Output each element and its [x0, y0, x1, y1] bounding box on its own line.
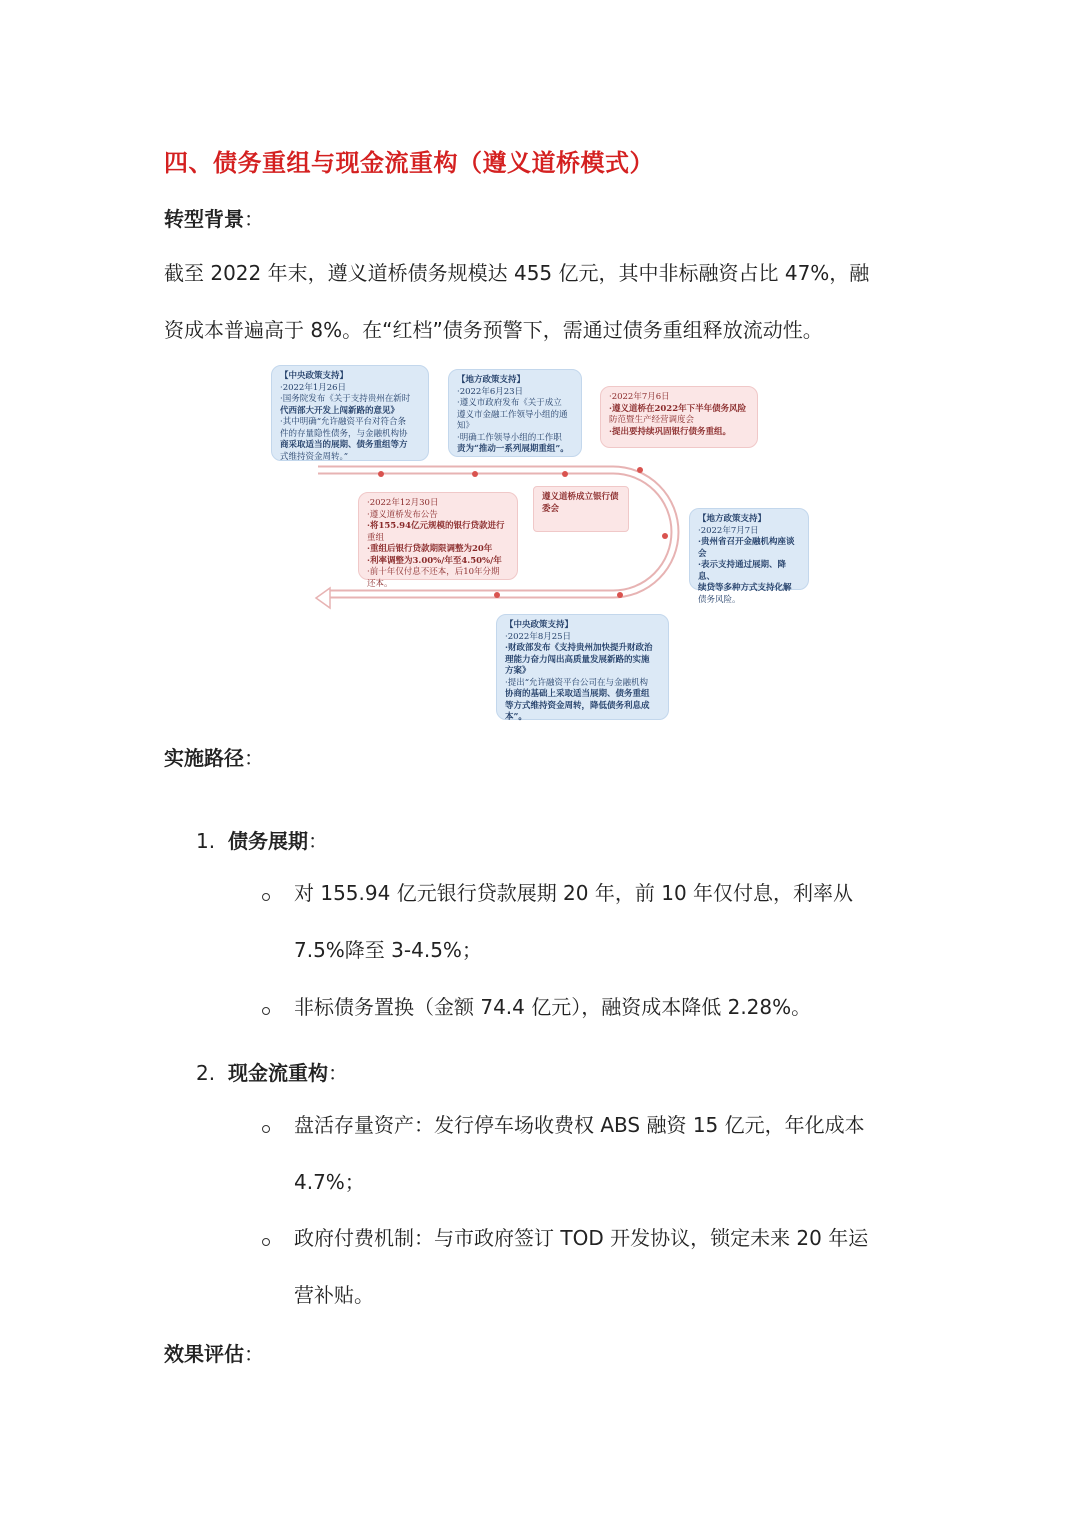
event-bubble-jul6: ·2022年7月6日 ·遵义道桥在2022年下半年债务风险 防范暨生产经营调度会 ·提出要持续巩固银行债务重组。: [600, 386, 758, 448]
paragraph-line: 资成本普遍高于 8%。在“红档”债务预警下，需通过债务重组释放流动性。: [164, 318, 823, 342]
implementation-item-cashflow-restructure: 2. 现金流重构：: [196, 1061, 348, 1085]
central-policy-bubble-jan26: 【中央政策支持】 ·2022年1月26日 ·国务院发布《关于支持贵州在新时 代西部大开发上闯新路的意见》 ·其中明确“允许融资平台对符合条 件的存量隐性债务，与金融机构协 商采取适当的展期、债务重组等方 式维持资金周转。”: [271, 365, 429, 461]
document-page: 四、债务重组与现金流重构（遵义道桥模式） 转型背景： 截至 2022 年末，遵义道桥债务规模达 455 亿元，其中非标融资占比 47%，融 资成本普遍高于 8%。在“红档”债务预警下，需通过债务重组释放流动性。 【中央政策支持】 ·2022年1月26日 ·国务院发布《关于支持贵州在新时 代西部大开发上闯新路的意见》 ·其中明确“允许融资平台对符合条 件的存量隐性债务，与金融机构协 商采取适当的展期、债务重组等方 式维持资金周转。” 【地方政策支持】 ·2022年6月23日 ·遵义市政府发布《关于成立 遵义市金融工作领导小组的通 知》 ·明确工作领导小组的工作职 责为“推动一系列展期重组”。 ·2022年7月6日 ·遵义道桥在2022年下半年债务风险 防范暨生产经营调度会 ·提出要持续巩固银行债务重组。 遵义道桥成立银行债 委会 ·2022年12月30日 ·遵义道桥发布公告 ·将155.94亿元规模的银行贷款进行 重组 ·重组后银行贷款期限调整为20年 ·利率调整为3.00%/年至4.50%/年 ·前十年仅付息不还本，后10年分期 还本。 【地方政策支持】 ·2022年7月7日 ·贵州省召开金融机构座谈 会 ·表示支持通过展期、降息、 续贷等多种方式支持化解 债务风险。 【中央政策支持】 ·2022年8月25日 ·财政部发布《支持贵州加快提升财政治 理能力奋力闯出高质量发展新路的实施 方案》 ·提出“允许融资平台公司在与金融机构 协商的基础上采取适当展期、债务重组 等方式维持资金周转，降低债务利息成 本”。 实施路径： 1. 债务展期： 对 155.94 亿元银行贷款展期 20 年，前 10 年仅付息，利率从 7.5%降至 3-4.5%； 非标债务置换（金额 74.4 亿元），融资成本降低 2.28%。 2. 现金流重构： 盘活存量资产：发行停车场收费权 ABS 融资 15 亿元，年化成本 4.7%； 政府付费机制：与市政府签订 TOD 开发协议，锁定未来 20 年运 营补贴。 效果评估：: [0, 0, 1080, 1527]
implementation-item-debt-extension: 1. 债务展期：: [196, 829, 328, 853]
background-paragraph: [164, 245, 924, 359]
bullet-circle-icon: [262, 1125, 270, 1133]
event-bubble-dec30: ·2022年12月30日 ·遵义道桥发布公告 ·将155.94亿元规模的银行贷款进行 重组 ·重组后银行贷款期限调整为20年 ·利率调整为3.00%/年至4.50%/年 ·前十年仅付息不还本，后10年分期 还本。: [358, 492, 518, 580]
local-policy-bubble-jun23: 【地方政策支持】 ·2022年6月23日 ·遵义市政府发布《关于成立 遵义市金融工作领导小组的通 知》 ·明确工作领导小组的工作职 责为“推动一系列展期重组”。: [448, 369, 582, 457]
local-policy-bubble-jul7: 【地方政策支持】 ·2022年7月7日 ·贵州省召开金融机构座谈 会 ·表示支持通过展期、降息、 续贷等多种方式支持化解 债务风险。: [689, 508, 809, 590]
background-label: 转型背景：: [164, 207, 264, 231]
policy-timeline-figure: [268, 362, 813, 724]
bullet-circle-icon: [262, 893, 270, 901]
bullet-circle-icon: [262, 1238, 270, 1246]
evaluation-label: 效果评估：: [164, 1342, 264, 1366]
paragraph-line: 截至 2022 年末，遵义道桥债务规模达 455 亿元，其中非标融资占比 47%，融: [164, 261, 870, 285]
section-title: 四、债务重组与现金流重构（遵义道桥模式）: [164, 149, 654, 177]
implementation-label: 实施路径：: [164, 746, 264, 770]
event-bubble-creditor-committee: 遵义道桥成立银行债 委会: [533, 486, 629, 532]
central-policy-bubble-aug25: 【中央政策支持】 ·2022年8月25日 ·财政部发布《支持贵州加快提升财政治 理能力奋力闯出高质量发展新路的实施 方案》 ·提出“允许融资平台公司在与金融机构 协商的基础上采取适当展期、债务重组 等方式维持资金周转，降低债务利息成 本”。: [496, 614, 669, 720]
bullet-circle-icon: [262, 1007, 270, 1015]
